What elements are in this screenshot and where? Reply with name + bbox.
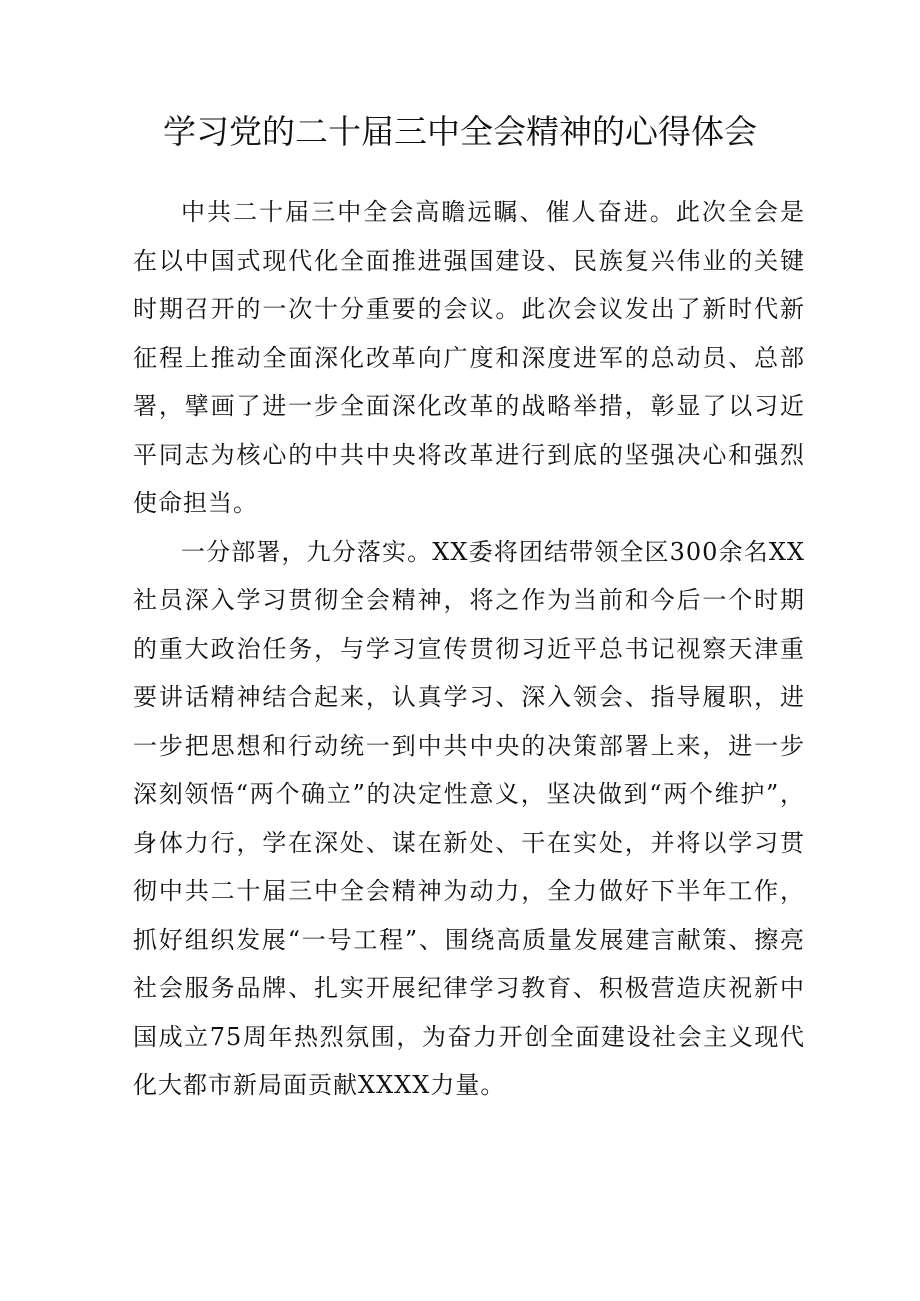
document-body xyxy=(133,188,805,1110)
paragraph-1: 中共二十届三中全会高瞻远瞩、催人奋进。此次全会是在以中国式现代化全面推进强国建设、民族复兴伟业的关键时期召开的一次十分重要的会议。此次会议发出了新时代新征程上推动全面深化改革向广度和深度进军的总动员、总部署，擘画了进一步全面深化改革的战略举措，彰显了以习近平同志为核心的中共中央将改革进行到底的坚强决心和强烈使命担当。 xyxy=(133,198,805,517)
document-title: 学习党的二十届三中全会精神的心得体会 xyxy=(163,112,757,151)
paragraph-2: 一分部署，九分落实。XX委将团结带领全区300余名XX社员深入学习贯彻全会精神，将之作为当前和今后一个时期的重大政治任务，与学习宣传贯彻习近平总书记视察天津重要讲话精神结合起来，认真学习、深入领会、指导履职，进一步把思想和行动统一到中共中央的决策部署上来，进一步深刻领悟“两个确立”的决定性意义，坚决做到“两个维护”，身体力行，学在深处、谋在新处、干在实处，并将以学习贯彻中共二十届三中全会精神为动力，全力做好下半年工作，抓好组织发展“一号工程”、围绕高质量发展建言献策、擦亮社会服务品牌、扎实开展纪律学习教育、积极营造庆祝新中国成立75周年热烈氛围，为奋力开创全面建设社会主义现代化大都市新局面贡献XXXX力量。 xyxy=(133,537,805,1099)
